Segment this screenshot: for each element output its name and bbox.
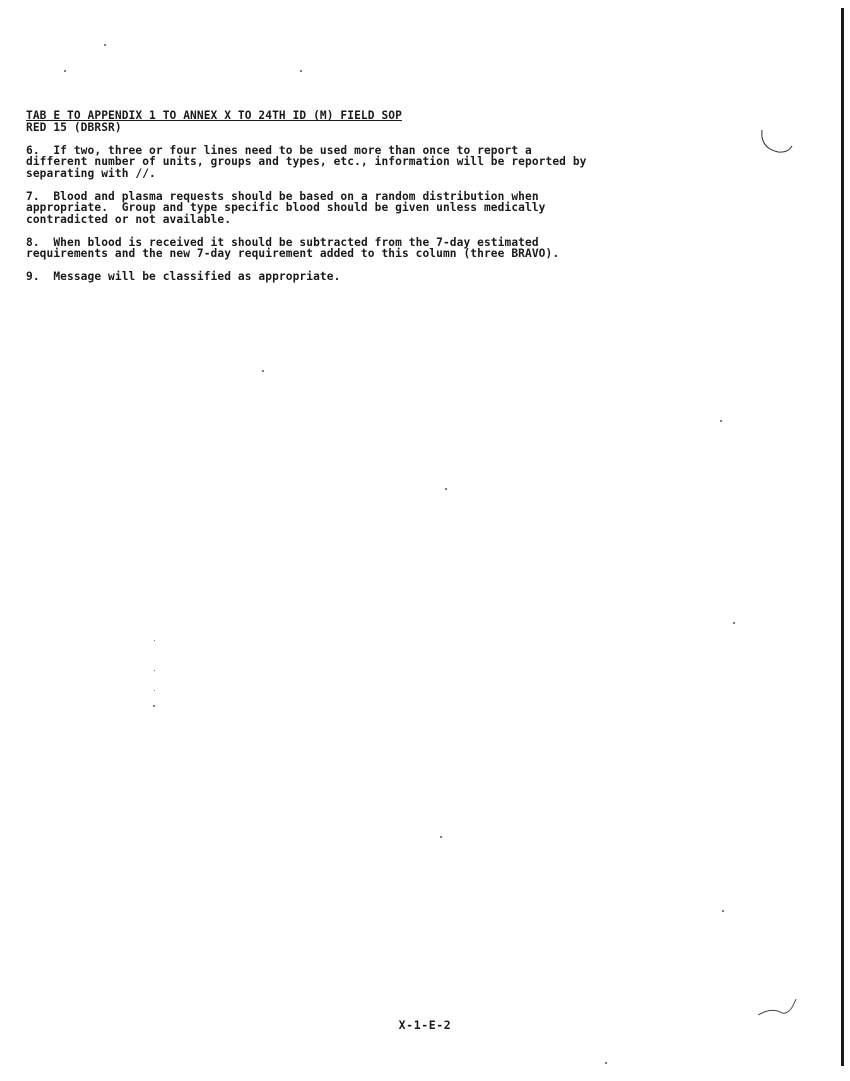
- scan-speck: [154, 690, 155, 691]
- scan-speck: [733, 622, 735, 624]
- scan-speck: [154, 640, 155, 641]
- scan-speck: [445, 488, 447, 490]
- document-header-subtitle: RED 15 (DBRSR): [26, 120, 122, 134]
- scan-speck: [262, 370, 264, 372]
- document-header-title: TAB E TO APPENDIX 1 TO ANNEX X TO 24TH ID (M) FIELD SOP: [26, 109, 402, 122]
- paragraph-7: [26, 191, 746, 226]
- paragraph-9: [26, 271, 746, 283]
- paragraph-number: 7.: [26, 189, 40, 203]
- paragraph-text: Blood and plasma requests should be based on a random distribution when appropriate. Group and type specific blood should be given unless medically contradicted or not available.: [26, 189, 546, 226]
- scan-speck: [605, 1062, 607, 1064]
- document-body: [26, 110, 746, 283]
- scan-speck: [153, 705, 155, 707]
- paragraph-number: 8.: [26, 235, 40, 249]
- page-number-footer: X-1-E-2: [398, 1018, 452, 1032]
- paragraph-number: 6.: [26, 143, 40, 157]
- scan-speck: [104, 44, 106, 46]
- scan-speck: [154, 670, 155, 671]
- paragraph-text: If two, three or four lines need to be used more than once to report a different number of units, groups and types, etc., information will be reported by separating with //.: [26, 143, 587, 180]
- scan-speck: [300, 70, 302, 72]
- scan-speck: [720, 420, 722, 422]
- scan-speck: [722, 910, 724, 912]
- paragraph-8: [26, 237, 746, 260]
- paragraph-6: [26, 145, 746, 180]
- scan-smudge-top-right: [758, 120, 798, 160]
- scan-smudge-bottom-right: [752, 985, 802, 1030]
- scan-speck: [64, 70, 66, 72]
- scan-speck: [440, 836, 442, 838]
- paragraph-number: 9.: [26, 270, 40, 283]
- page-edge-border: [841, 8, 844, 1066]
- paragraph-text: When blood is received it should be subtracted from the 7-day estimated requirements and the new 7-day requirement added to this column (three BRAVO).: [26, 235, 560, 260]
- paragraph-text: Message will be classified as appropriate.: [53, 270, 341, 283]
